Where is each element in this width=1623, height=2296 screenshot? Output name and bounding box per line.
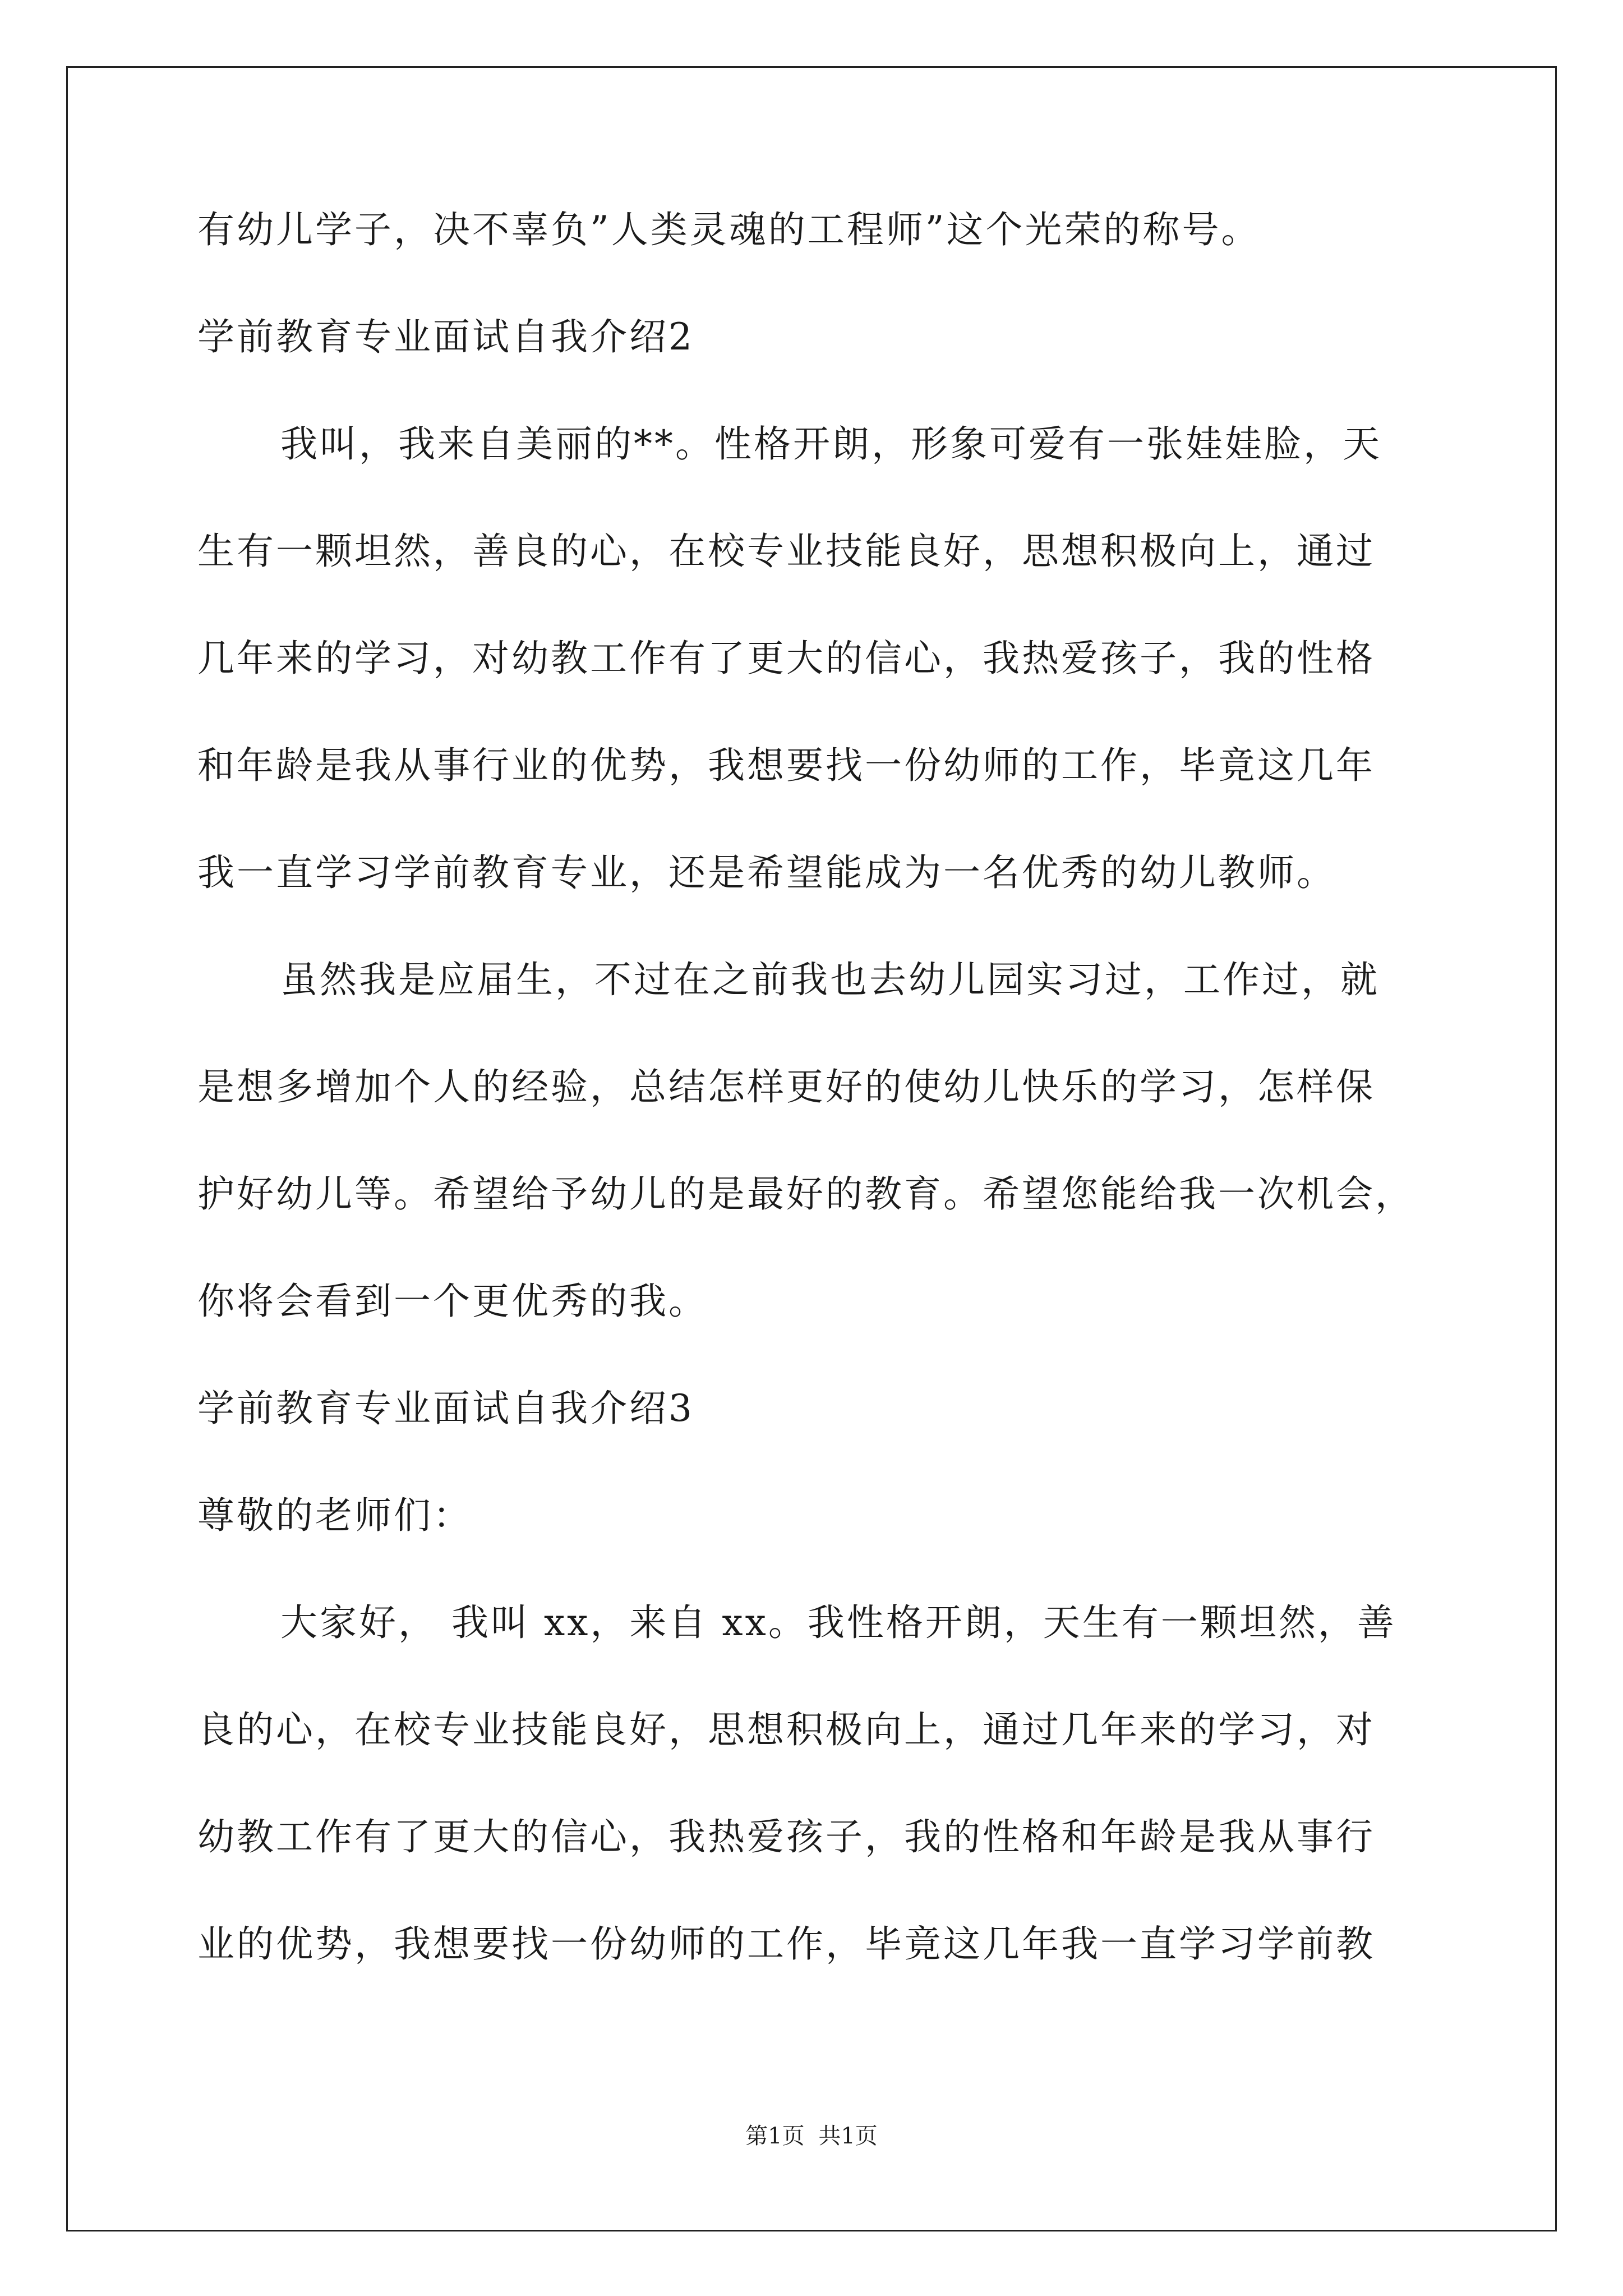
section-heading: 学前教育专业面试自我介绍2 (197, 315, 694, 358)
salutation: 尊敬的老师们： (197, 1494, 472, 1537)
page-border (66, 66, 1557, 2231)
paragraph-line: 你将会看到一个更优秀的我。 (197, 1280, 708, 1323)
paragraph-line: 几年来的学习，对幼教工作有了更大的信心，我热爱孩子，我的性格 (197, 637, 1375, 680)
paragraph-line: 护好幼儿等。希望给予幼儿的是最好的教育。希望您能给我一次机会， (197, 1172, 1414, 1216)
paragraph-line: 幼教工作有了更大的信心，我热爱孩子，我的性格和年龄是我从事行 (197, 1815, 1375, 1858)
paragraph-line: 虽然我是应届生，不过在之前我也去幼儿园实习过，工作过，就 (280, 958, 1380, 1001)
paragraph-line: 和年龄是我从事行业的优势，我想要找一份幼师的工作，毕竟这几年 (197, 744, 1375, 787)
page-number-footer: 第1页 共1页 (745, 2123, 878, 2149)
paragraph-line: 我一直学习学前教育专业，还是希望能成为一名优秀的幼儿教师。 (197, 851, 1336, 894)
paragraph-line: 有幼儿学子，决不辜负”人类灵魂的工程师”这个光荣的称号。 (197, 208, 1261, 251)
paragraph-line: 生有一颗坦然，善良的心，在校专业技能良好，思想积极向上，通过 (197, 530, 1375, 573)
section-heading: 学前教育专业面试自我介绍3 (197, 1387, 694, 1430)
paragraph-line: 大家好， 我叫 xx，来自 xx。我性格开朗，天生有一颗坦然，善 (280, 1601, 1396, 1644)
paragraph-line: 业的优势，我想要找一份幼师的工作，毕竟这几年我一直学习学前教 (197, 1922, 1375, 1966)
paragraph-line: 良的心，在校专业技能良好，思想积极向上，通过几年来的学习，对 (197, 1708, 1375, 1751)
paragraph-line: 我叫，我来自美丽的**。性格开朗，形象可爱有一张娃娃脸，天 (280, 422, 1382, 466)
paragraph-line: 是想多增加个人的经验，总结怎样更好的使幼儿快乐的学习，怎样保 (197, 1065, 1375, 1108)
